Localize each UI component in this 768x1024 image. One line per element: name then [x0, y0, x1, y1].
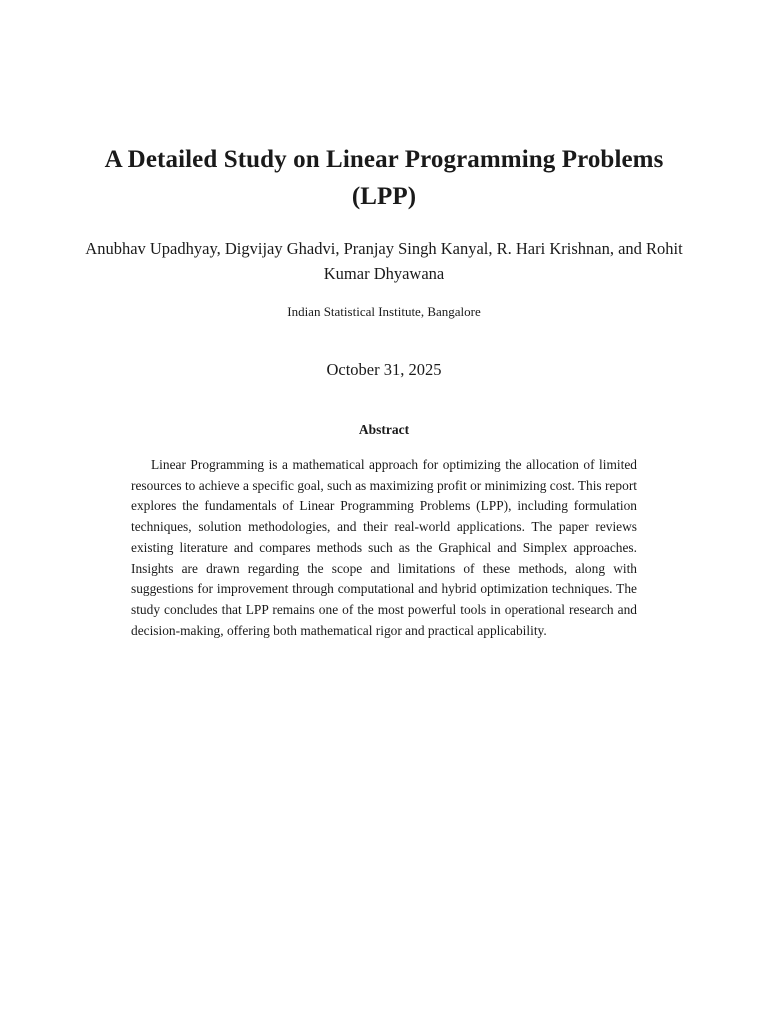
paper-title: A Detailed Study on Linear Programming Problems (LPP)	[104, 146, 664, 210]
publication-date: October 31, 2025	[326, 360, 442, 379]
author-list: Anubhav Upadhyay, Digvijay Ghadvi, Pranjay Singh Kanyal, R. Hari Krishnan, and Rohit Kumar Dhyawana	[85, 239, 683, 283]
abstract-heading: Abstract	[358, 422, 410, 437]
title-block	[84, 141, 684, 215]
affiliation: Indian Statistical Institute, Bangalore	[287, 304, 481, 319]
abstract-body: Linear Programming is a mathematical approach for optimizing the allocation of limited resources to achieve a specific goal, such as maximizing profit or minimizing cost. This report explores the fundamentals of Linear Programming Problems (LPP), including formulation techniques, solution methodologies, and their real-world applications. The paper reviews existing literature and compares methods such as the Graphical and Simplex approaches. Insights are drawn regarding the scope and limitations of these methods, along with suggestions for improvement through computational and hybrid optimization techniques. The study concludes that LPP remains one of the most powerful tools in operational research and decision-making, offering both mathematical rigor and practical applicability.	[131, 457, 637, 638]
